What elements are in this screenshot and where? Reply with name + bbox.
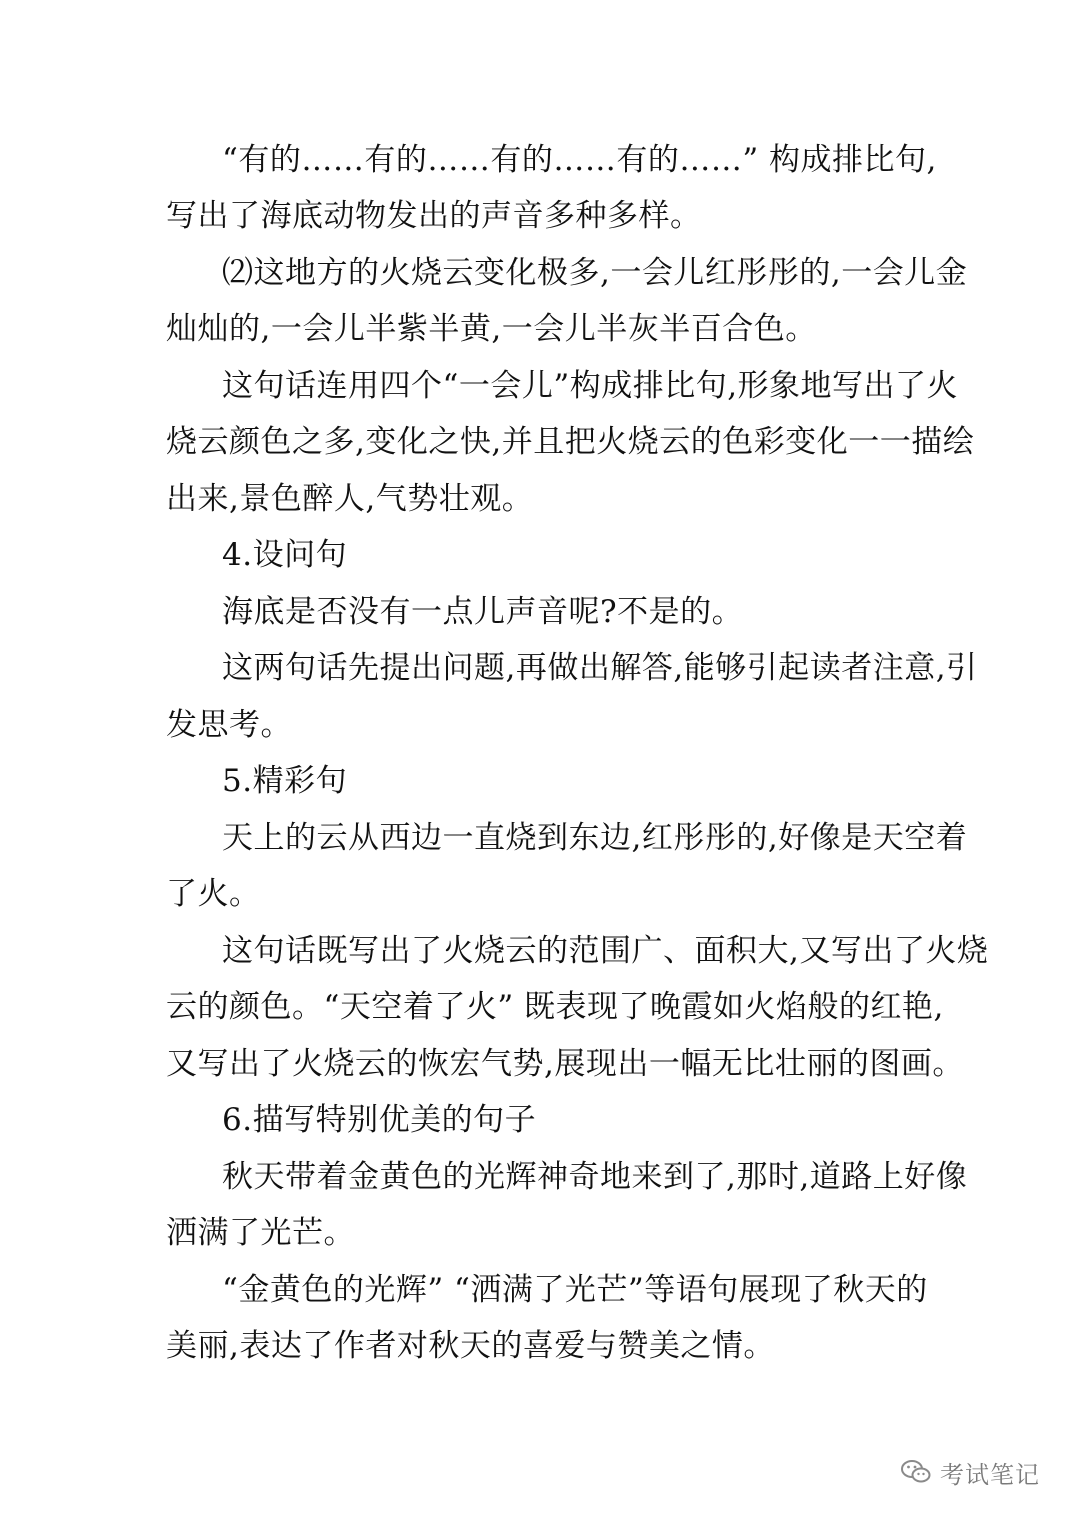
text-line: 美丽,表达了作者对秋天的喜爱与赞美之情。 [166,1328,775,1364]
text-line: 洒满了光芒。 [166,1215,355,1251]
section-heading: 5.精彩句 [222,763,348,799]
text-line: ⑵这地方的火烧云变化极多,一会儿红彤彤的,一会儿金 [222,255,968,291]
text-line: 云的颜色。“天空着了火” 既表现了晚霞如火焰般的红艳, [166,989,944,1025]
text-line: 了火。 [166,876,261,912]
text-line: 天上的云从西边一直烧到东边,红彤彤的,好像是天空着 [222,820,968,856]
text-line: 又写出了火烧云的恢宏气势,展现出一幅无比壮丽的图画。 [166,1046,964,1082]
text-line: 发思考。 [166,707,292,743]
text-line: “有的……有的……有的……有的……” 构成排比句, [222,142,937,178]
watermark-text: 考试笔记 [940,1460,1040,1489]
text-line: 这句话连用四个“一会儿”构成排比句,形象地写出了火 [222,368,959,404]
text-line: 秋天带着金黄色的光辉神奇地来到了,那时,道路上好像 [222,1159,968,1195]
text-line: “金黄色的光辉” “洒满了光芒”等语句展现了秋天的 [222,1272,928,1308]
text-line: 烧云颜色之多,变化之快,并且把火烧云的色彩变化一一描绘 [166,424,975,460]
watermark [900,1452,1040,1492]
section-heading: 4.设问句 [222,537,348,573]
wechat-icon [900,1458,932,1486]
text-line: 灿灿的,一会儿半紫半黄,一会儿半灰半百合色。 [166,311,817,347]
text-line: 海底是否没有一点儿声音呢?不是的。 [222,594,744,630]
section-heading: 6.描写特别优美的句子 [222,1102,537,1138]
text-line: 出来,景色醉人,气势壮观。 [166,481,534,517]
text-line: 写出了海底动物发出的声音多种多样。 [166,198,702,234]
text-line: 这句话既写出了火烧云的范围广、面积大,又写出了火烧 [222,933,989,969]
text-line: 这两句话先提出问题,再做出解答,能够引起读者注意,引 [222,650,978,686]
